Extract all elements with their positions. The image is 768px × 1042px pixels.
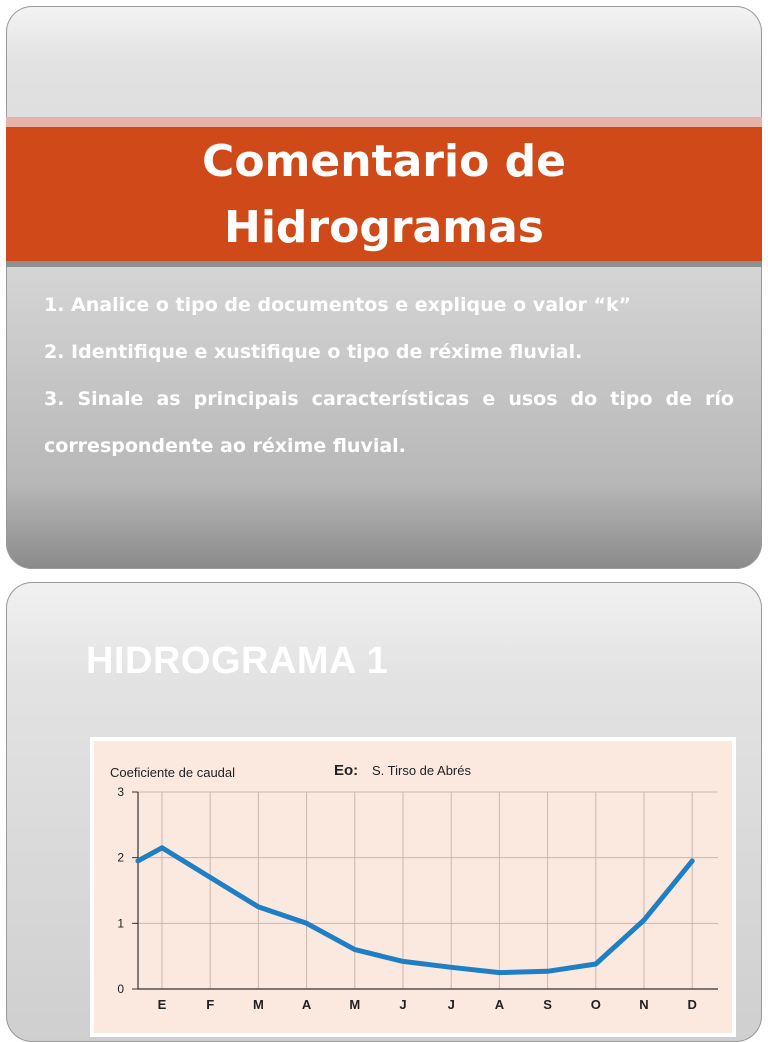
x-tick-label: S — [543, 997, 552, 1012]
x-tick-label: M — [349, 997, 361, 1012]
hydrograph-slide-title: HIDROGRAMA 1 — [86, 640, 389, 682]
y-tick-label: 0 — [117, 982, 124, 996]
question-list — [44, 282, 734, 470]
x-tick-label: E — [157, 997, 167, 1012]
y-tick-label: 1 — [117, 916, 124, 931]
x-tick-label: A — [494, 997, 505, 1012]
title-band-bottom-stripe — [6, 261, 762, 267]
slide-title-line-1: Comentario de — [202, 136, 566, 187]
x-tick-label: D — [687, 997, 697, 1012]
hydrograph-chart — [90, 737, 736, 1037]
question-1: 1. Analice o tipo de documentos e explique o valor “k” — [44, 294, 632, 316]
slide-title — [6, 129, 762, 261]
x-tick-label: J — [447, 997, 455, 1012]
y-tick-label: 2 — [117, 850, 124, 865]
x-tick-label: O — [590, 997, 601, 1012]
x-tick-label: N — [639, 997, 649, 1012]
hydrograph-chart-frame — [90, 737, 736, 1037]
title-slide — [6, 6, 762, 569]
y-tick-label: 3 — [117, 785, 124, 799]
x-tick-label: F — [206, 997, 215, 1012]
title-band — [6, 117, 762, 267]
title-band-top-stripe — [6, 117, 762, 127]
x-tick-label: J — [399, 997, 407, 1012]
slide-title-line-2: Hidrogramas — [224, 202, 544, 253]
chart-title-prefix: Eo: — [334, 762, 359, 779]
chart-title: S. Tirso de Abrés — [372, 763, 471, 778]
x-tick-label: A — [301, 997, 312, 1012]
question-2: 2. Identifique e xustifique o tipo de réxime fluvial. — [44, 341, 583, 363]
hydrograph-slide — [6, 582, 762, 1042]
question-3: 3. Sinale as principais características e usos do tipo de río correspondente ao réxime fluvial. — [44, 388, 734, 457]
x-tick-label: M — [252, 997, 264, 1012]
chart-ylabel: Coeficiente de caudal — [110, 765, 236, 780]
